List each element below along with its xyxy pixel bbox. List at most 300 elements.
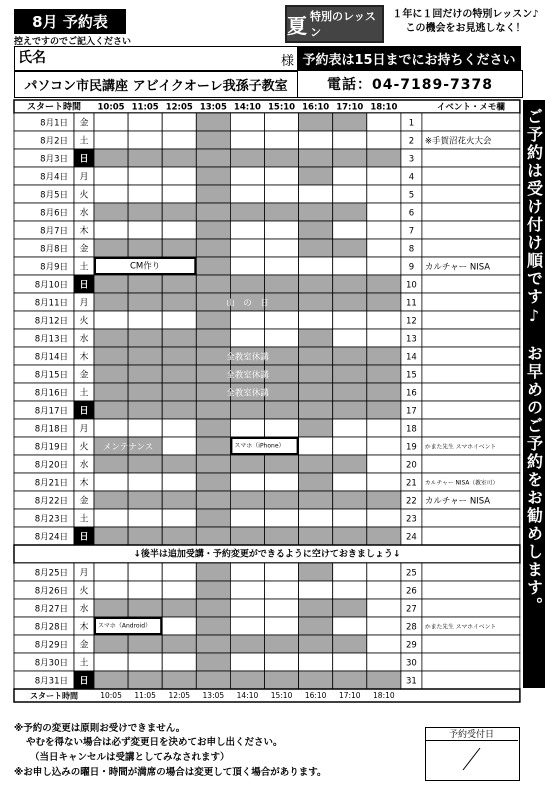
weekday-label: 土 (79, 658, 89, 669)
footer-time-label: 10:05 (100, 691, 122, 700)
time-slot-cell (230, 239, 264, 257)
weekday-label: 火 (79, 586, 89, 597)
time-slot-cell (230, 203, 264, 221)
time-slot-cell (128, 401, 162, 419)
weekday-label: 日 (79, 532, 89, 543)
time-slot-cell (162, 635, 196, 653)
day-number: 13 (405, 334, 417, 345)
footer-note-3: （当日キャンセルは受講としてみなされます） (30, 752, 230, 763)
date-label: 8月5日 (40, 190, 68, 201)
memo-text: カルチャー NISA（教室可） (424, 480, 499, 487)
date-label: 8月28日 (34, 622, 68, 633)
time-slot-cell (94, 401, 128, 419)
time-slot-cell (265, 617, 299, 635)
footer-time-label: 16:10 (304, 691, 327, 700)
memo-cell (422, 329, 520, 347)
time-slot-cell (299, 455, 333, 473)
footer-time-label: 13:05 (202, 691, 225, 700)
time-slot-cell (196, 113, 230, 131)
time-slot-cell (333, 185, 367, 203)
time-slot-cell (196, 671, 230, 689)
time-slot-cell (299, 185, 333, 203)
time-slot-cell (333, 257, 367, 275)
time-slot-cell (230, 149, 264, 167)
time-slot-cell (94, 239, 128, 257)
time-slot-cell (162, 527, 196, 545)
day-number: 23 (405, 514, 417, 525)
time-slot-cell (162, 671, 196, 689)
time-slot-cell (230, 275, 264, 293)
memo-cell (422, 347, 520, 365)
footer-time-label: 14:10 (236, 691, 259, 700)
logo-big-char: 夏 (287, 13, 307, 38)
time-slot-cell (265, 527, 299, 545)
time-slot-cell (128, 293, 162, 311)
day-number: 28 (405, 622, 417, 633)
time-slot-cell (230, 329, 264, 347)
time-slot-cell (94, 293, 128, 311)
time-slot-cell (94, 599, 128, 617)
time-slot-cell (162, 311, 196, 329)
time-slot-cell (367, 221, 401, 239)
date-label: 8月6日 (40, 208, 68, 219)
time-slot-cell (162, 149, 196, 167)
weekday-label: 土 (79, 136, 89, 147)
time-header: 13:05 (199, 102, 227, 113)
memo-text: かまた先生 スマホイベント (424, 624, 497, 631)
event-label: スマホ（Android） (98, 622, 152, 630)
day-number: 7 (408, 226, 415, 237)
date-label: 8月24日 (34, 532, 68, 543)
date-label: 8月25日 (34, 568, 68, 579)
day-number: 31 (405, 676, 417, 687)
time-slot-cell (265, 329, 299, 347)
time-slot-cell (333, 473, 367, 491)
time-slot-cell (230, 509, 264, 527)
time-slot-cell (128, 131, 162, 149)
memo-cell (422, 365, 520, 383)
time-slot-cell (367, 311, 401, 329)
time-slot-cell (94, 563, 128, 581)
time-slot-cell (128, 167, 162, 185)
event-label: スマホ（iPhone） (234, 442, 285, 450)
time-header: 17:10 (336, 102, 364, 113)
day-number: 14 (405, 352, 417, 363)
memo-cell (422, 383, 520, 401)
footer-note-2: やむを得ない場合は必ず変更日を決めてお申し出ください。 (26, 737, 283, 748)
time-slot-cell (265, 473, 299, 491)
time-slot-cell (299, 203, 333, 221)
day-number: 12 (405, 316, 417, 327)
time-slot-cell (128, 581, 162, 599)
time-slot-cell (265, 167, 299, 185)
time-slot-cell (230, 257, 264, 275)
time-slot-cell (196, 329, 230, 347)
footer-time-label: 11:05 (134, 691, 156, 700)
footer-start-label: スタート時間 (30, 691, 78, 701)
time-slot-cell (196, 437, 230, 455)
time-slot-cell (333, 221, 367, 239)
time-slot-cell (94, 653, 128, 671)
time-slot-cell (299, 581, 333, 599)
school-name: パソコン市民講座 アビイクオーレ我孫子教室 (14, 70, 298, 98)
time-slot-cell (196, 311, 230, 329)
time-slot-cell (94, 185, 128, 203)
time-slot-cell (299, 617, 333, 635)
time-slot-cell (367, 581, 401, 599)
time-slot-cell (128, 527, 162, 545)
time-slot-cell (333, 113, 367, 131)
day-number: 1 (408, 118, 415, 129)
time-slot-cell (196, 239, 230, 257)
time-slot-cell (367, 149, 401, 167)
time-slot-cell (128, 653, 162, 671)
time-slot-cell (333, 383, 367, 401)
time-slot-cell (367, 239, 401, 257)
date-label: 8月11日 (34, 298, 68, 309)
date-label: 8月1日 (40, 118, 68, 129)
time-slot-cell (94, 149, 128, 167)
time-slot-cell (265, 383, 299, 401)
date-label: 8月18日 (34, 424, 68, 435)
time-slot-cell (367, 257, 401, 275)
day-number: 24 (405, 532, 417, 543)
time-header: 15:10 (268, 102, 296, 113)
time-slot-cell (367, 599, 401, 617)
time-slot-cell (299, 275, 333, 293)
time-slot-cell (265, 347, 299, 365)
time-slot-cell (230, 419, 264, 437)
weekday-label: 火 (79, 190, 89, 201)
date-label: 8月20日 (34, 460, 68, 471)
date-label: 8月27日 (34, 604, 68, 615)
day-number: 15 (405, 370, 417, 381)
memo-cell (422, 581, 520, 599)
memo-cell (422, 185, 520, 203)
weekday-label: 日 (79, 406, 89, 417)
time-slot-cell (299, 365, 333, 383)
time-slot-cell (162, 563, 196, 581)
day-number: 18 (405, 424, 417, 435)
time-slot-cell (333, 455, 367, 473)
time-slot-cell (299, 563, 333, 581)
time-slot-cell (230, 635, 264, 653)
time-slot-cell (162, 167, 196, 185)
date-label: 8月17日 (34, 406, 68, 417)
weekday-label: 木 (79, 352, 89, 363)
time-slot-cell (333, 491, 367, 509)
time-slot-cell (265, 365, 299, 383)
notice-text: ↓後半は追加受講・予約変更ができるように空けておきましょう↓ (133, 549, 401, 560)
time-slot-cell (162, 347, 196, 365)
time-slot-cell (299, 239, 333, 257)
time-slot-cell (94, 203, 128, 221)
weekday-label: 火 (79, 316, 89, 327)
time-slot-cell (162, 653, 196, 671)
time-slot-cell (367, 617, 401, 635)
time-slot-cell (299, 509, 333, 527)
time-slot-cell (128, 347, 162, 365)
time-slot-cell (94, 329, 128, 347)
memo-cell (422, 167, 520, 185)
time-slot-cell (196, 617, 230, 635)
day-number: 27 (405, 604, 417, 615)
time-slot-cell (128, 599, 162, 617)
weekday-label: 金 (79, 244, 89, 255)
date-label: 8月22日 (34, 496, 68, 507)
footer-note-4: ※お申し込みの曜日・時間が満席の場合は変更して頂く場合があります。 (14, 767, 327, 778)
time-slot-cell (265, 203, 299, 221)
time-slot-cell (94, 581, 128, 599)
time-slot-cell (94, 347, 128, 365)
time-slot-cell (230, 131, 264, 149)
date-label: 8月23日 (34, 514, 68, 525)
time-slot-cell (128, 509, 162, 527)
memo-cell (422, 509, 520, 527)
time-slot-cell (230, 473, 264, 491)
side-banner: ご予約は受け付け順です♪ お早めのご予約をお勧めします。 (523, 100, 545, 688)
time-slot-cell (265, 419, 299, 437)
time-slot-cell (265, 239, 299, 257)
time-slot-cell (333, 419, 367, 437)
weekday-label: 土 (79, 514, 89, 525)
time-slot-cell (230, 581, 264, 599)
time-slot-cell (333, 131, 367, 149)
date-label: 8月21日 (34, 478, 68, 489)
time-slot-cell (128, 473, 162, 491)
day-number: 8 (408, 244, 415, 255)
time-slot-cell (333, 437, 367, 455)
memo-cell (422, 293, 520, 311)
receipt-slash-icon (425, 740, 518, 779)
time-slot-cell (196, 653, 230, 671)
date-label: 8月12日 (34, 316, 68, 327)
time-header: 18:10 (370, 102, 398, 113)
time-slot-cell (128, 635, 162, 653)
time-slot-cell (265, 293, 299, 311)
memo-cell (422, 275, 520, 293)
table-footer-row (14, 689, 520, 702)
day-number: 2 (408, 136, 415, 147)
time-slot-cell (94, 167, 128, 185)
day-number: 5 (408, 190, 415, 201)
memo-cell (422, 671, 520, 689)
day-number: 19 (405, 442, 417, 453)
time-header: 11:05 (131, 102, 159, 113)
time-slot-cell (196, 491, 230, 509)
weekday-label: 金 (79, 370, 89, 381)
time-slot-cell (162, 329, 196, 347)
date-label: 8月16日 (34, 388, 68, 399)
time-slot-cell (333, 509, 367, 527)
memo-cell (422, 419, 520, 437)
time-header: 14:10 (233, 102, 261, 113)
time-header: 16:10 (302, 102, 330, 113)
memo-cell (422, 599, 520, 617)
time-slot-cell (128, 185, 162, 203)
day-number: 21 (405, 478, 417, 489)
time-slot-cell (265, 563, 299, 581)
weekday-label: 土 (79, 388, 89, 399)
time-slot-cell (367, 455, 401, 473)
time-slot-cell (299, 419, 333, 437)
date-label: 8月30日 (34, 658, 68, 669)
time-slot-cell (299, 113, 333, 131)
time-slot-cell (196, 401, 230, 419)
day-number: 9 (408, 262, 415, 273)
weekday-label: 月 (79, 424, 89, 435)
time-slot-cell (299, 131, 333, 149)
time-slot-cell (128, 221, 162, 239)
event-label: 全教室休講 (226, 352, 269, 363)
time-slot-cell (333, 581, 367, 599)
time-slot-cell (299, 527, 333, 545)
time-slot-cell (367, 509, 401, 527)
time-slot-cell (333, 527, 367, 545)
time-slot-cell (265, 275, 299, 293)
time-slot-cell (162, 509, 196, 527)
time-slot-cell (265, 113, 299, 131)
time-slot-cell (367, 293, 401, 311)
time-slot-cell (367, 671, 401, 689)
weekday-label: 金 (79, 640, 89, 651)
time-slot-cell (265, 653, 299, 671)
time-slot-cell (162, 185, 196, 203)
time-slot-cell (299, 383, 333, 401)
time-slot-cell (333, 203, 367, 221)
logo-text: 特別のレッスン (310, 10, 376, 39)
time-slot-cell (367, 653, 401, 671)
time-slot-cell (333, 293, 367, 311)
time-slot-cell (94, 383, 128, 401)
name-label: 氏名 (18, 50, 46, 66)
time-slot-cell (367, 383, 401, 401)
slot-label: メンテナンス (102, 442, 154, 453)
time-slot-cell (299, 653, 333, 671)
time-slot-cell (299, 437, 333, 455)
day-number: 25 (405, 568, 417, 579)
time-slot-cell (128, 383, 162, 401)
event-label: 山 の 日 (226, 298, 269, 309)
weekday-label: 水 (79, 604, 89, 615)
time-slot-cell (162, 365, 196, 383)
time-slot-cell (367, 275, 401, 293)
time-slot-cell (196, 581, 230, 599)
time-slot-cell (333, 149, 367, 167)
time-slot-cell (196, 419, 230, 437)
memo-cell (422, 563, 520, 581)
memo-text: ※手賀沼花火大会 (424, 136, 492, 147)
day-number: 11 (405, 298, 417, 309)
time-slot-cell (94, 311, 128, 329)
time-slot-cell (162, 401, 196, 419)
time-slot-cell (333, 167, 367, 185)
time-slot-cell (94, 635, 128, 653)
time-slot-cell (94, 113, 128, 131)
time-slot-cell (367, 185, 401, 203)
time-slot-cell (196, 635, 230, 653)
event-label: 全教室休講 (226, 388, 269, 399)
time-slot-cell (333, 617, 367, 635)
time-slot-cell (333, 347, 367, 365)
time-slot-cell (367, 473, 401, 491)
time-slot-cell (299, 401, 333, 419)
weekday-label: 日 (79, 280, 89, 291)
day-number: 22 (405, 496, 417, 507)
memo-cell (422, 653, 520, 671)
footer-time-label: 17:10 (338, 691, 361, 700)
time-slot-cell (196, 509, 230, 527)
time-slot-cell (94, 275, 128, 293)
memo-cell (422, 635, 520, 653)
memo-cell (422, 203, 520, 221)
date-label: 8月2日 (40, 136, 68, 147)
time-slot-cell (162, 221, 196, 239)
weekday-label: 土 (79, 262, 89, 273)
memo-cell (422, 221, 520, 239)
time-slot-cell (128, 149, 162, 167)
time-slot-cell (230, 491, 264, 509)
date-label: 8月19日 (34, 442, 68, 453)
time-slot-cell (265, 635, 299, 653)
time-slot-cell (230, 563, 264, 581)
time-slot-cell (128, 275, 162, 293)
event-label: CM作り (130, 261, 161, 272)
time-slot-cell (128, 113, 162, 131)
date-label: 8月4日 (40, 172, 68, 183)
time-slot-cell (94, 365, 128, 383)
time-slot-cell (196, 131, 230, 149)
weekday-label: 月 (79, 172, 89, 183)
time-slot-cell (162, 419, 196, 437)
time-slot-cell (265, 185, 299, 203)
date-label: 8月10日 (34, 280, 68, 291)
time-slot-cell (196, 527, 230, 545)
time-slot-cell (94, 491, 128, 509)
time-slot-cell (333, 599, 367, 617)
footer-time-label: 12:05 (168, 691, 191, 700)
date-label: 8月13日 (34, 334, 68, 345)
time-slot-cell (128, 491, 162, 509)
time-slot-cell (367, 167, 401, 185)
memo-cell (422, 239, 520, 257)
time-slot-cell (333, 365, 367, 383)
time-slot-cell (333, 653, 367, 671)
date-label: 8月29日 (34, 640, 68, 651)
time-slot-cell (230, 653, 264, 671)
time-slot-cell (367, 365, 401, 383)
time-slot-cell (128, 365, 162, 383)
footer-time-label: 15:10 (270, 691, 293, 700)
day-number: 20 (405, 460, 417, 471)
time-slot-cell (162, 131, 196, 149)
time-slot-cell (230, 617, 264, 635)
time-slot-cell (367, 437, 401, 455)
time-slot-cell (367, 419, 401, 437)
time-slot-cell (299, 257, 333, 275)
date-label: 8月26日 (34, 586, 68, 597)
weekday-label: 日 (79, 676, 89, 687)
weekday-label: 水 (79, 334, 89, 345)
time-slot-cell (162, 455, 196, 473)
day-number: 30 (405, 658, 417, 669)
time-slot-cell (230, 221, 264, 239)
time-slot-cell (230, 185, 264, 203)
time-slot-cell (196, 455, 230, 473)
time-slot-cell (162, 275, 196, 293)
time-slot-cell (367, 329, 401, 347)
time-slot-cell (128, 239, 162, 257)
